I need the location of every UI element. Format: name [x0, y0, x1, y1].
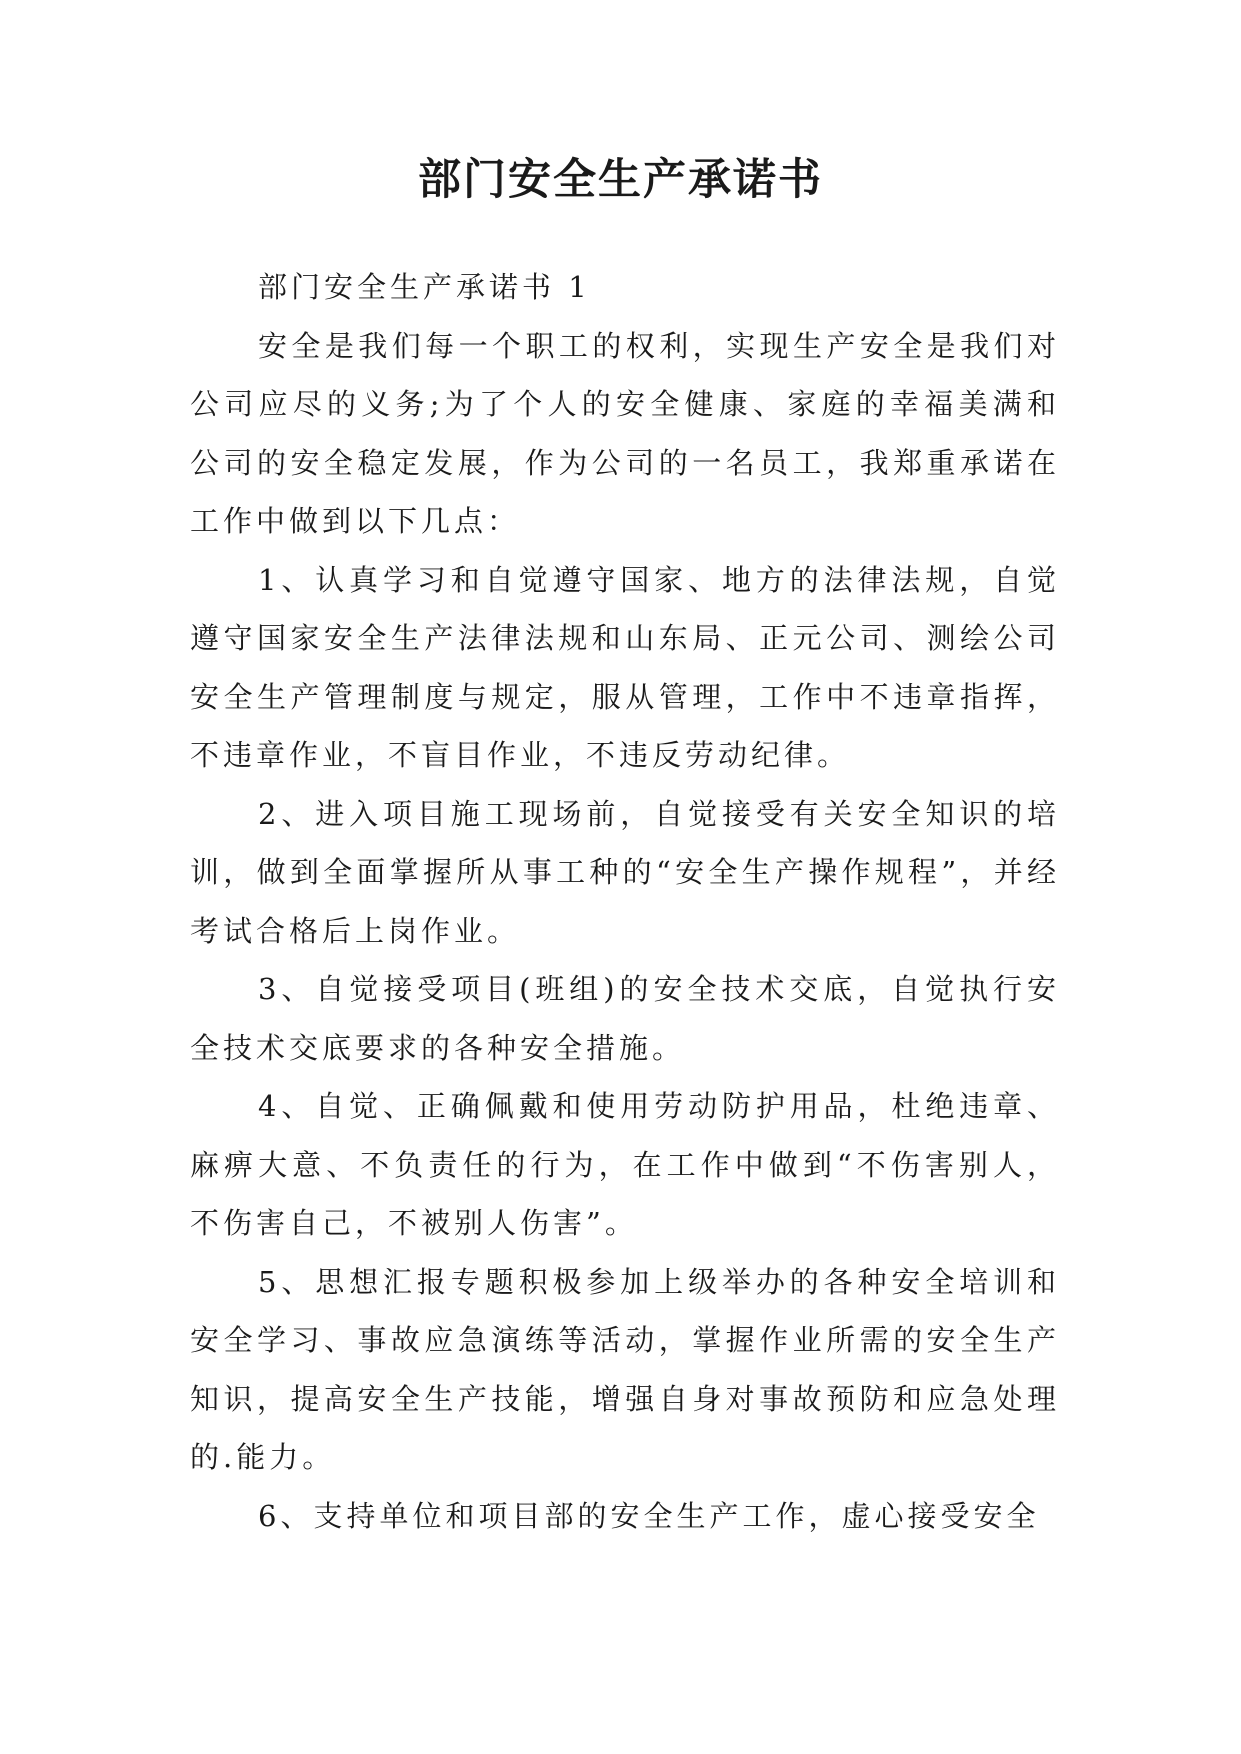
intro-paragraph: 安全是我们每一个职工的权利，实现生产安全是我们对公司应尽的义务;为了个人的安全健康、家庭的幸福美满和公司的安全稳定发展，作为公司的一名员工，我郑重承诺在工作中做到以下几点：	[190, 328, 1060, 538]
document-title: 部门安全生产承诺书	[418, 155, 823, 205]
commitment-item-1: 1、认真学习和自觉遵守国家、地方的法律法规，自觉遵守国家安全生产法律法规和山东局、正元公司、测绘公司安全生产管理制度与规定，服从管理，工作中不违章指挥，不违章作业，不盲目作业，不违反劳动纪律。	[190, 562, 1060, 772]
section-heading: 部门安全生产承诺书 1	[258, 270, 591, 304]
commitment-item-5: 5、思想汇报专题积极参加上级举办的各种安全培训和安全学习、事故应急演练等活动，掌握作业所需的安全生产知识，提高安全生产技能，增强自身对事故预防和应急处理的.能力。	[190, 1264, 1060, 1474]
commitment-item-2: 2、进入项目施工现场前，自觉接受有关安全知识的培训，做到全面掌握所从事工种的“安全生产操作规程”，并经考试合格后上岗作业。	[190, 796, 1060, 948]
commitment-item-3: 3、自觉接受项目(班组)的安全技术交底，自觉执行安全技术交底要求的各种安全措施。	[190, 972, 1060, 1065]
document-body	[190, 258, 1060, 1545]
commitment-item-6: 6、支持单位和项目部的安全生产工作，虚心接受安全	[258, 1498, 1040, 1533]
commitment-item-4: 4、自觉、正确佩戴和使用劳动防护用品，杜绝违章、麻痹大意、不负责任的行为，在工作中做到“不伤害别人，不伤害自己，不被别人伤害”。	[190, 1089, 1060, 1240]
